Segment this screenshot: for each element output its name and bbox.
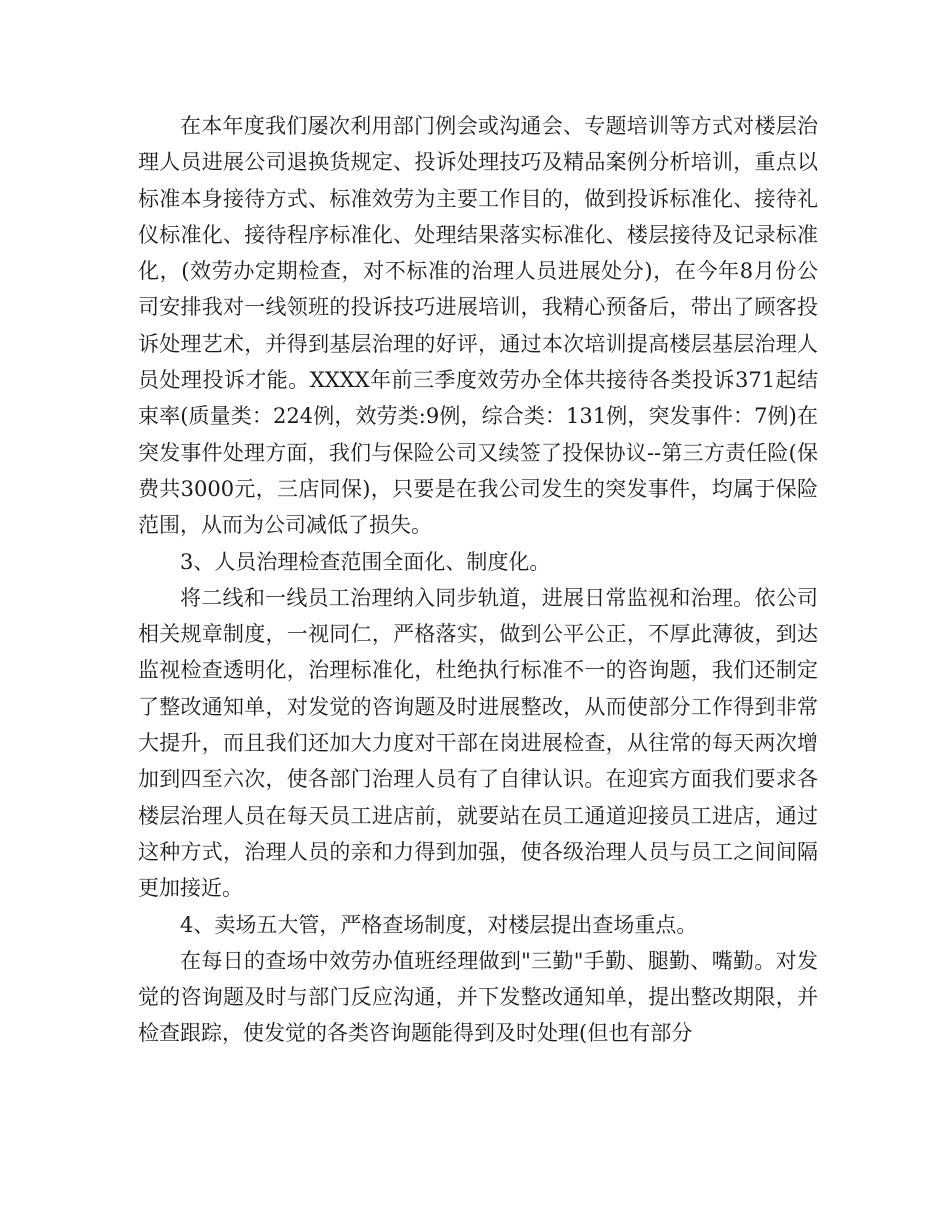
paragraph-training-complaints: 在本年度我们屡次利用部门例会或沟通会、专题培训等方式对楼层治理人员进展公司退换货规定、投诉处理技巧及精品案例分析培训，重点以标准本身接待方式、标准效劳为主要工作目的，做到投诉标准化、接待礼仪标准化、接待程序标准化、处理结果落实标准化、楼层接待及记录标准化，(效劳办定期检查，对不标准的治理人员进展处分)，在今年8月份公司安排我对一线领班的投诉技巧进展培训，我精心预备后，带出了顾客投诉处理艺术，并得到基层治理的好评，通过本次培训提高楼层基层治理人员处理投诉才能。XXXX年前三季度效劳办全体共接待各类投诉371起结束率(质量类：224例，效劳类:9例，综合类：131例，突发事件：7例)在突发事件处理方面，我们与保险公司又续签了投保协议--第三方责任险(保费共3000元，三店同保)，只要是在我公司发生的突发事件，均属于保险范围，从而为公司减低了损失。 bbox=[138, 114, 818, 538]
heading-floor-inspection: 4、卖场五大管，严格查场制度，对楼层提出查场重点。 bbox=[180, 912, 698, 937]
paragraph-staff-supervision: 将二线和一线员工治理纳入同步轨道，进展日常监视和治理。依公司相关规章制度，一视同仁，严格落实，做到公平公正，不厚此薄彼，到达监视检查透明化，治理标准化，杜绝执行标准不一的咨询题，我们还制定了整改通知单，对发觉的咨询题及时进展整改，从而使部分工作得到非常大提升，而且我们还加大力度对干部在岗进展检查，从往常的每天两次增加到四至六次，使各部门治理人员有了自律认识。在迎宾方面我们要求各楼层治理人员在每天员工进店前，就要站在员工通道迎接员工进店，通过这种方式，治理人员的亲和力得到加强，使各级治理人员与员工之间间隔更加接近。 bbox=[138, 585, 818, 901]
heading-staff-management: 3、人员治理检查范围全面化、制度化。 bbox=[180, 549, 551, 574]
document-body bbox=[138, 108, 818, 1052]
paragraph-daily-inspection: 在每日的查场中效劳办值班经理做到"三勤"手勤、腿勤、嘴勤。对发觉的咨询题及时与部门反应沟通，并下发整改通知单，提出整改期限，并检查跟踪，使发觉的各类咨询题能得到及时处理(但也有部分 bbox=[138, 948, 818, 1046]
